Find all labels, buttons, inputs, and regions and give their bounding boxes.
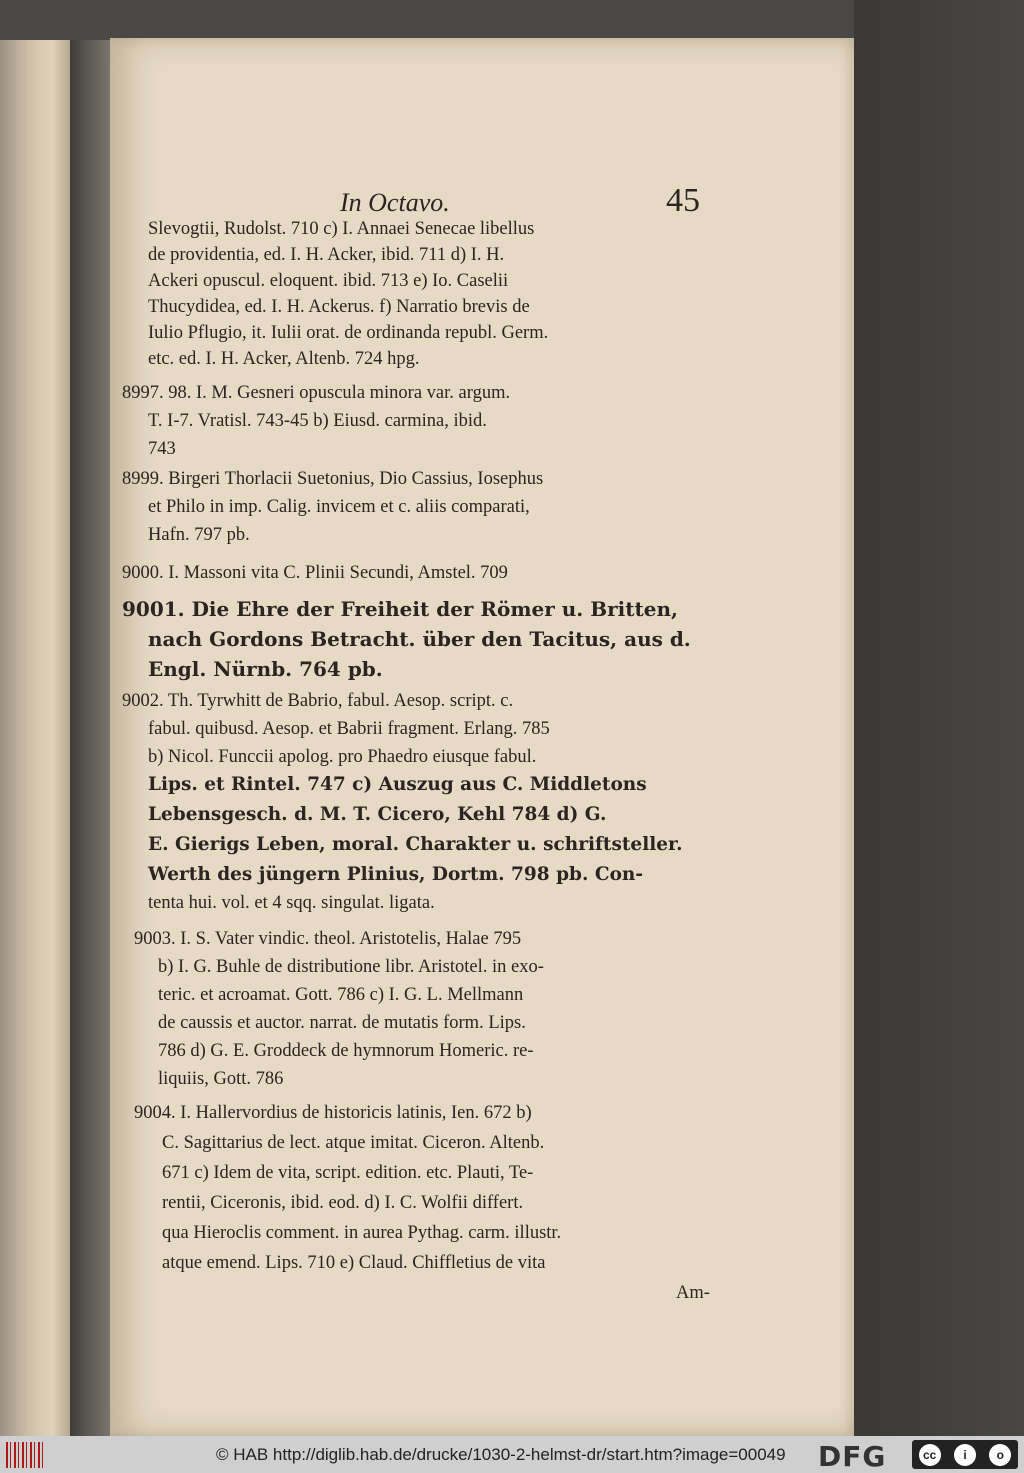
text-line: de caussis et auctor. narrat. de mutatis form. Lips. <box>158 1013 526 1033</box>
page-number: 45 <box>666 182 700 219</box>
text-line: 8999. Birgeri Thorlacii Suetonius, Dio Cassius, Iosephus <box>122 469 544 489</box>
hab-barcode-icon <box>6 1442 46 1468</box>
text-line: nach Gordons Betracht. über den Tacitus, aus d. <box>148 627 691 651</box>
text-line: 9000. I. Massoni vita C. Plinii Secundi, Amstel. 709 <box>122 563 508 583</box>
text-line: 9002. Th. Tyrwhitt de Babrio, fabul. Aesop. script. c. <box>122 691 514 711</box>
text-line: C. Sagittarius de lect. atque imitat. Ciceron. Altenb. <box>162 1133 545 1153</box>
text-line: E. Gierigs Leben, moral. Charakter u. schriftsteller. <box>148 834 683 855</box>
text-line: Iulio Pflugio, it. Iulii orat. de ordinanda republ. Germ. <box>148 323 549 343</box>
text-line: qua Hieroclis comment. in aurea Pythag. carm. illustr. <box>162 1223 562 1243</box>
dfg-logo: DFG <box>818 1440 887 1473</box>
book-gutter <box>70 40 110 1436</box>
text-line: Hafn. 797 pb. <box>148 525 250 545</box>
text-line: Lebensgesch. d. M. T. Cicero, Kehl 784 d) G. <box>148 804 607 825</box>
running-title: In Octavo. <box>340 188 450 217</box>
text-line: Engl. Nürnb. 764 pb. <box>148 657 383 681</box>
viewer-footer <box>0 1436 1024 1473</box>
catchword: Am- <box>676 1283 710 1303</box>
sa-icon: o <box>989 1444 1011 1466</box>
text-line: T. I-7. Vratisl. 743-45 b) Eiusd. carmina, ibid. <box>148 411 487 431</box>
text-line: 9003. I. S. Vater vindic. theol. Aristotelis, Halae 795 <box>134 929 522 949</box>
text-line: 743 <box>148 439 176 459</box>
text-line: 8997. 98. I. M. Gesneri opuscula minora var. argum. <box>122 383 511 403</box>
text-line: fabul. quibusd. Aesop. et Babrii fragment. Erlang. 785 <box>148 719 550 739</box>
text-line: Lips. et Rintel. 747 c) Auszug aus C. Middletons <box>148 774 647 795</box>
text-line: b) I. G. Buhle de distributione libr. Aristotel. in exo- <box>158 957 544 977</box>
text-line: atque emend. Lips. 710 e) Claud. Chiffletius de vita <box>162 1253 546 1273</box>
text-line: et Philo in imp. Calig. invicem et c. aliis comparati, <box>148 497 530 517</box>
text-line: de providentia, ed. I. H. Acker, ibid. 711 d) I. H. <box>148 245 505 265</box>
cc-icon: cc <box>919 1444 941 1466</box>
text-line: b) Nicol. Funccii apolog. pro Phaedro eiusque fabul. <box>148 747 537 767</box>
text-line: 786 d) G. E. Groddeck de hymnorum Homeric. re- <box>158 1041 534 1061</box>
text-line: Thucydidea, ed. I. H. Ackerus. f) Narratio brevis de <box>148 297 530 317</box>
book-page <box>110 38 854 1436</box>
text-line: Werth des jüngern Plinius, Dortm. 798 pb. Con- <box>148 864 644 885</box>
text-line: 9001. Die Ehre der Freiheit der Römer u. Britten, <box>122 597 678 621</box>
text-line: Ackeri opuscul. eloquent. ibid. 713 e) Io. Caselii <box>148 271 509 291</box>
text-line: teric. et acroamat. Gott. 786 c) I. G. L. Mellmann <box>158 985 524 1005</box>
by-icon: i <box>954 1444 976 1466</box>
text-line: 9004. I. Hallervordius de historicis latinis, Ien. 672 b) <box>134 1103 532 1123</box>
text-line: tenta hui. vol. et 4 sqq. singulat. ligata. <box>148 893 435 913</box>
text-line: Slevogtii, Rudolst. 710 c) I. Annaei Senecae libellus <box>148 219 535 239</box>
cc-license-badge[interactable] <box>912 1440 1018 1469</box>
text-line: etc. ed. I. H. Acker, Altenb. 724 hpg. <box>148 349 420 369</box>
text-line: liquiis, Gott. 786 <box>158 1069 284 1089</box>
previous-page-edge <box>0 40 72 1436</box>
scan-background <box>854 0 1024 1436</box>
text-line: rentii, Ciceronis, ibid. eod. d) I. C. Wolfii differt. <box>162 1193 524 1213</box>
text-line: 671 c) Idem de vita, script. edition. etc. Plauti, Te- <box>162 1163 534 1183</box>
copyright-link[interactable]: © HAB http://diglib.hab.de/drucke/1030-2-helmst-dr/start.htm?image=00049 <box>216 1444 786 1464</box>
